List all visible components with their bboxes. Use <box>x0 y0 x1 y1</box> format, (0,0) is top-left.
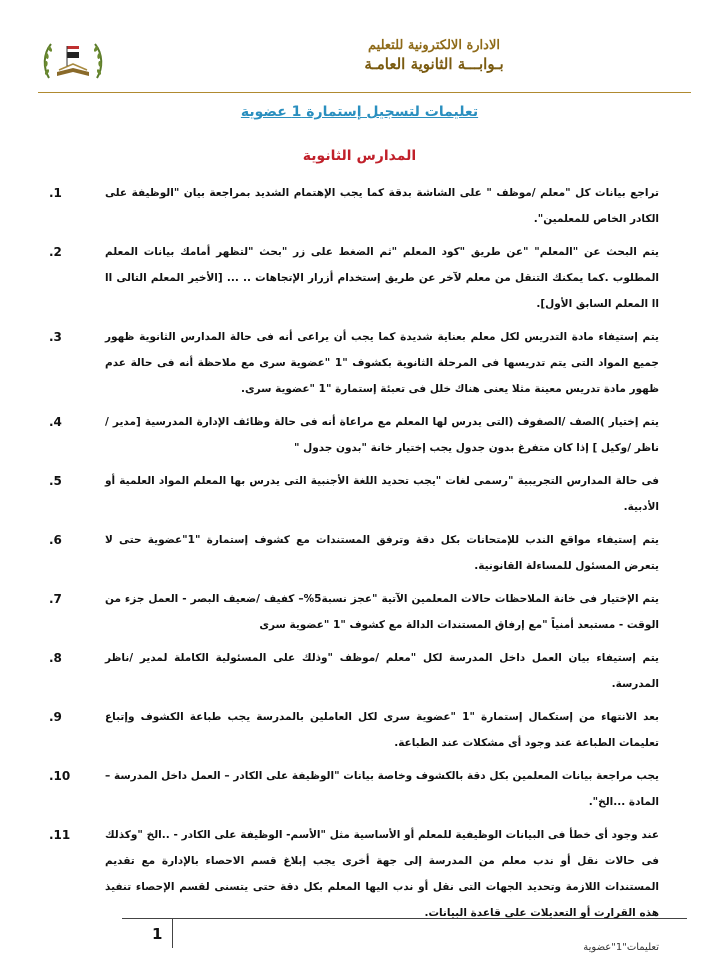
instruction-item-1 <box>47 180 659 232</box>
item-text: عند وجود أى خطأ فى البيانات الوظيفية للمعلم أو الأساسية مثل "الأسم- الوظيفة على الكادر - ..الخ "وكذلك فى حالات نقل أو ندب معلم من المدرسة إلى جهة أخرى يجب إبلاغ قسم الاحصاء بالإدارة مع تقديم المستندات اللازمة وتحديد الجهات التى نقل أو ندب اليها المعلم بكل دقة حتى يتسنى لقسم الإحصاء تنفيذ هذه القرارت أو التعديلات على قاعدة البيانات. <box>105 829 659 919</box>
item-text: يتم الإختيار فى خانة الملاحظات حالات المعلمين الآتية "عجز نسبة5%– كفيف /ضعيف البصر - العمل جزء من الوقت - مستبعد أمنياً "مع إرفاق المستندات الدالة مع كشوف "1 "عضوية سرى <box>105 593 659 631</box>
instruction-item-8 <box>47 645 659 697</box>
item-number: .3 <box>49 330 62 344</box>
item-text: يتم إستيفاء مادة التدريس لكل معلم بعناية شديدة كما يجب أن يراعى أنه فى حالة المدارس الثانوية ظهور جميع المواد التى يتم تدريسها فى المرحلة الثانوية بكشوف "1 "عضوية سرى مع ملاحظة أنه فى حالة عدم ظهور مادة تدريس معينة مثلا يعنى هناك خلل فى تعبئة إستمارة "1 "عضوية سرى. <box>105 331 659 395</box>
instruction-item-2 <box>47 239 659 317</box>
item-number: .10 <box>49 769 71 783</box>
footer-divider <box>122 918 687 919</box>
item-number: .9 <box>49 710 62 724</box>
instruction-item-5 <box>47 468 659 520</box>
item-number: .11 <box>49 828 71 842</box>
instruction-item-4 <box>47 409 659 461</box>
item-text: يتم البحث عن "المعلم" "عن طريق "كود المعلم "ثم الضغط على زر "بحث "لتظهر أمامك بيانات المعلم المطلوب .كما يمكنك التنقل من معلم لآخر عن طريق إستخدام أزرار الإتجاهات .. ... [الأخير المعلم التالى اا اا المعلم السابق الأول]. <box>105 246 659 310</box>
brand-line-2: بـوابـــة الثانوية العامـة <box>364 55 504 73</box>
brand-block <box>329 38 539 74</box>
footer-caption: تعليمات"1"عضوية <box>583 942 659 953</box>
item-number: .6 <box>49 533 62 547</box>
brand-line-1: الادارة الالكترونية للتعليم <box>368 38 500 53</box>
item-number: .7 <box>49 592 62 606</box>
item-number: .8 <box>49 651 62 665</box>
instruction-item-6 <box>47 527 659 579</box>
instruction-item-9 <box>47 704 659 756</box>
item-number: .2 <box>49 245 62 259</box>
item-text: بعد الانتهاء من إستكمال إستمارة "1 "عضوية سرى لكل العاملين بالمدرسة يجب طباعة الكشوف وإتباع تعليمات الطباعة عند وجود أى مشكلات عند الطباعة. <box>105 711 660 749</box>
item-text: تراجع بيانات كل "معلم /موظف " على الشاشة بدقة كما يجب الإهتمام الشديد بمراجعة بيان "الوظيفة على الكادر الخاص للمعلمين". <box>105 187 659 225</box>
item-number: .1 <box>49 186 62 200</box>
item-number: .4 <box>49 415 62 429</box>
instruction-item-3 <box>47 324 659 402</box>
item-text: فى حالة المدارس التجريبية "رسمى لغات "يجب تحديد اللغة الأجنبية التى يدرس بها المعلم المواد العلمية أو الأدبية. <box>105 475 659 513</box>
item-text: يتم إختيار )الصف /الصفوف (التى يدرس لها المعلم مع مراعاة أنه فى حالة وظائف الإدارة المدرسية [مدير /ناظر /وكيل ] إذا كان متفرغ بدون جدول يجب إختيار خانة "بدون جدول " <box>105 416 659 454</box>
document-subtitle: المدارس الثانوية <box>302 148 417 164</box>
instruction-item-11 <box>47 822 659 926</box>
item-text: يجب مراجعة بيانات المعلمين بكل دقة بالكشوف وخاصة بيانات "الوظيفة على الكادر – العمل داخل المدرسة – المادة ...الخ". <box>105 770 659 808</box>
ministry-logo-icon <box>39 34 107 88</box>
item-number: .5 <box>49 474 62 488</box>
document-title: تعليمات لتسجيل إستمارة 1 عضوية <box>240 104 479 120</box>
page-number-separator <box>172 918 173 948</box>
page-number: 1 <box>152 925 163 943</box>
instructions-list <box>47 180 659 933</box>
instruction-item-7 <box>47 586 659 638</box>
page-header <box>39 28 659 88</box>
item-text: يتم إستيفاء مواقع الندب للإمتحانات بكل دقة وترفق المستندات مع كشوف إستمارة "1"عضوية حتى لا يتعرض المسئول للمساءلة القانونية. <box>105 534 659 572</box>
item-text: يتم إستيفاء بيان العمل داخل المدرسة لكل "معلم /موظف "وذلك على المسئولية الكاملة لمدير /ناظر المدرسة. <box>105 652 659 690</box>
instruction-item-10 <box>47 763 659 815</box>
header-divider <box>38 92 691 93</box>
